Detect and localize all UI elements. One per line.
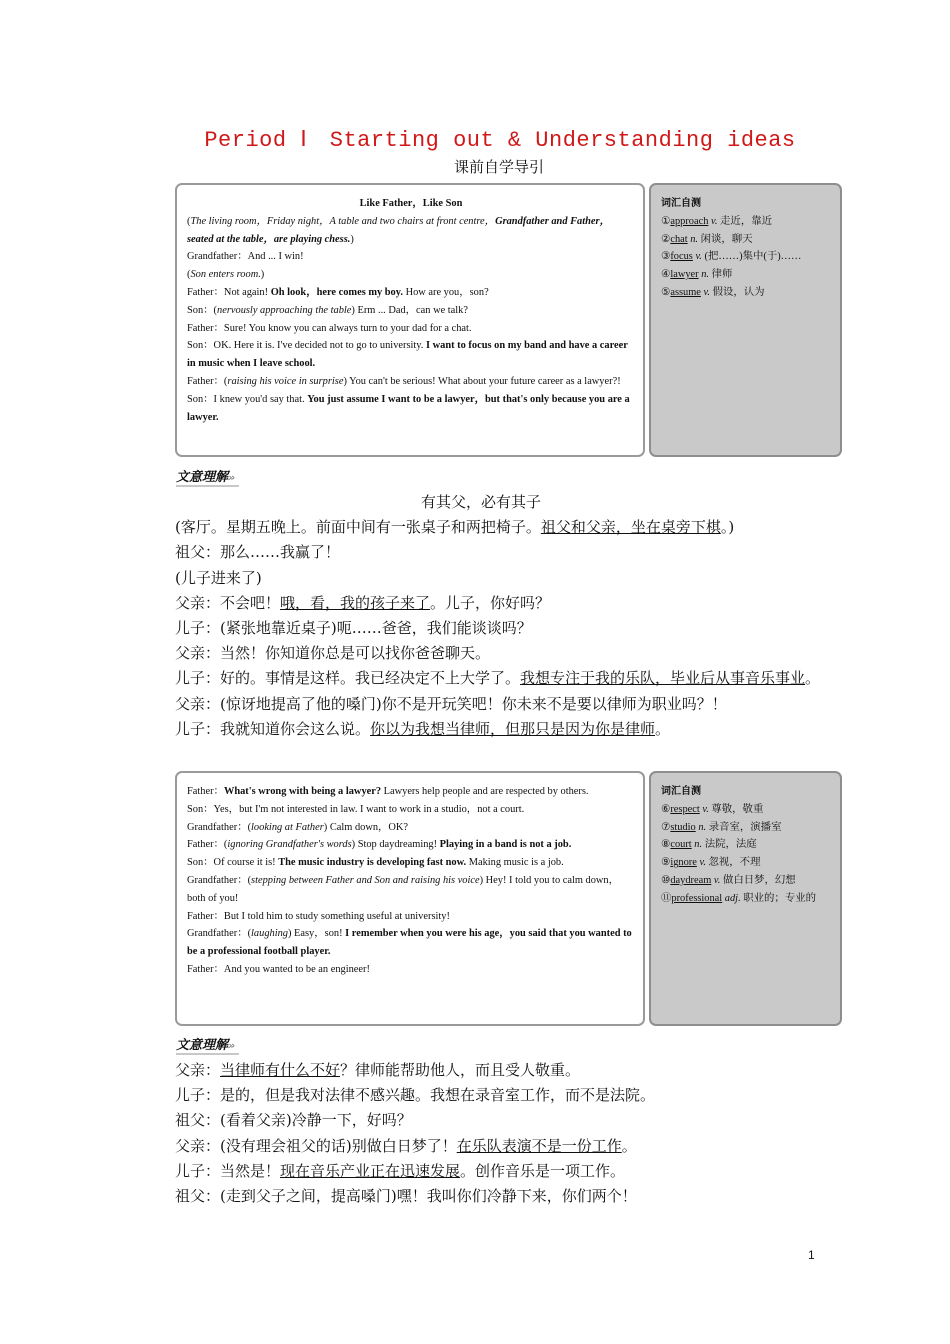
vocab-word: respect xyxy=(670,803,700,815)
vocab-item xyxy=(661,819,832,837)
line-segment: What's wrong with being a lawyer? xyxy=(223,786,382,797)
vocab-number: ① xyxy=(661,215,671,227)
line-segment: Playing in a band is not a job. xyxy=(439,839,572,851)
vocab-list-2 xyxy=(661,801,832,908)
passage-box-1 xyxy=(175,183,645,457)
vocab-heading: 词汇自测 xyxy=(661,198,701,209)
translation-heading: 有其父，必有其子 xyxy=(420,493,541,511)
vocab-number: ⑤ xyxy=(661,286,671,298)
line-segment: 哦，看，我的孩子来了 xyxy=(280,593,431,612)
line-segment: ？律师能帮助他人，而且受人敬重。 xyxy=(340,1061,581,1079)
vocab-meaning: 律师 xyxy=(711,269,733,281)
translation-line xyxy=(136,1184,826,1209)
vocab-number: ③ xyxy=(661,251,671,263)
line-segment: You just assume I want to be a lawyer，but that's only because you are a lawyer. xyxy=(187,393,630,423)
dialogue-line xyxy=(187,391,635,427)
dialogue-line xyxy=(187,373,635,391)
line-segment: stepping between Father and Son and raising his voice xyxy=(251,874,480,886)
line-segment: looking at Father xyxy=(251,821,324,833)
vocab-item xyxy=(661,801,832,819)
line-segment: 祖父和父亲，坐在桌旁下棋 xyxy=(540,518,721,537)
line-segment: Grandfather：And ... I win! xyxy=(187,251,304,263)
translation-line xyxy=(136,1108,826,1133)
vocab-box-1 xyxy=(649,183,842,457)
line-segment: Father：And you wanted to be an engineer! xyxy=(187,963,370,975)
line-segment: ( xyxy=(187,269,191,281)
line-segment: Grandfather：( xyxy=(187,821,252,833)
line-segment: I want to focus on my band and have a career in music when I leave school. xyxy=(187,340,628,370)
vocab-pos: n. xyxy=(691,839,705,851)
line-segment: ) Erm ... Dad，can we talk? xyxy=(351,304,468,316)
vocab-item xyxy=(661,284,832,302)
line-segment: Father： xyxy=(187,786,224,797)
dialogue-line xyxy=(187,961,635,979)
vocab-item xyxy=(661,836,832,854)
line-segment: ) xyxy=(260,269,265,281)
translation-line xyxy=(136,566,826,591)
line-segment: Son：( xyxy=(187,304,218,316)
vocab-word: focus xyxy=(670,251,693,263)
line-segment: 。创作音乐是一项工作。 xyxy=(460,1161,626,1180)
vocab-number: ⑪ xyxy=(661,892,672,904)
translation-line xyxy=(136,1058,826,1083)
vocab-meaning: 尊敬，敬重 xyxy=(711,803,764,815)
line-segment: 。 xyxy=(621,1136,637,1155)
dialogue-line xyxy=(187,925,635,961)
translation-line xyxy=(136,717,826,742)
line-segment: Father：Sure! You know you can always turn to your dad for a chat. xyxy=(187,322,472,334)
vocab-pos: v. xyxy=(699,803,712,815)
vocab-meaning: 走近，靠近 xyxy=(720,215,772,227)
line-segment: 父亲：不会吧！ xyxy=(175,593,281,612)
line-segment: nervously approaching the table xyxy=(217,304,352,316)
line-segment: Father：( xyxy=(187,839,228,851)
dialogue-line xyxy=(187,801,635,819)
line-segment: 在乐队表演不是一份工作 xyxy=(456,1136,622,1155)
section-label-1 xyxy=(176,466,239,487)
line-segment: 祖父：(走到父子之间，提高嗓门)嘿！我叫你们冷静下来，你们两个！ xyxy=(175,1187,637,1206)
line-segment: 。 xyxy=(805,669,821,688)
line-segment: Grandfather：( xyxy=(187,928,252,940)
line-segment: 祖父：那么……我赢了！ xyxy=(175,543,341,562)
dialogue-line xyxy=(187,248,635,266)
page-number: 1 xyxy=(808,1248,815,1262)
line-segment: 祖父：(看着父亲)冷静一下，好吗？ xyxy=(175,1111,412,1130)
vocab-item xyxy=(661,248,832,266)
line-segment: 父亲：(没有理会祖父的话)别做白日梦了！ xyxy=(175,1136,457,1155)
vocab-word: court xyxy=(670,839,692,851)
line-segment: ) Calm down，OK? xyxy=(323,821,409,833)
translation-line xyxy=(136,666,826,691)
line-segment: Father：Not again! xyxy=(187,286,271,298)
dialogue-line xyxy=(187,302,635,320)
vocab-pos: n. xyxy=(698,269,712,281)
dialogue-line xyxy=(187,872,635,908)
line-segment: ) Hey! I told you to calm down，both of you! xyxy=(187,874,620,904)
dialogue-line xyxy=(187,284,635,302)
line-segment: ( xyxy=(187,215,191,227)
vocab-word: chat xyxy=(670,233,688,245)
line-segment: Son：Yes，but I'm not interested in law. I want to work in a studio，not a court. xyxy=(187,803,525,815)
passage-heading: Like Father，Like Son xyxy=(359,198,463,209)
line-segment: The music industry is developing fast now. xyxy=(278,857,467,869)
dialogue-line xyxy=(187,783,635,801)
translation-line xyxy=(136,1134,826,1159)
translation-line xyxy=(136,1083,826,1108)
vocab-word: studio xyxy=(670,821,696,833)
vocab-pos: v. xyxy=(696,857,709,869)
line-segment: 儿子：是的，但是我对法律不感兴趣。我想在录音室工作，而不是法院。 xyxy=(175,1086,656,1105)
passage-box-2 xyxy=(175,771,645,1026)
line-segment: (客厅。星期五晚上。前面中间有一张桌子和两把椅子。 xyxy=(175,518,541,537)
vocab-number: ⑨ xyxy=(661,857,671,869)
vocab-pos: v. xyxy=(692,251,705,263)
line-segment: Father：But I told him to study something useful at university! xyxy=(187,910,450,922)
dialogue-line xyxy=(187,819,635,837)
line-segment: Son：I knew you'd say that. xyxy=(187,393,308,405)
line-segment: 。儿子，你好吗？ xyxy=(430,593,551,612)
vocab-meaning: 假设，认为 xyxy=(712,286,765,298)
vocab-number: ⑧ xyxy=(661,839,671,851)
line-segment: ) Easy，son! xyxy=(288,928,346,940)
line-segment: How are you，son? xyxy=(402,286,489,298)
translation-line xyxy=(136,515,826,540)
dialogue-line xyxy=(187,337,635,373)
vocab-list-1 xyxy=(661,213,832,302)
vocab-word: approach xyxy=(670,215,709,227)
double-chevron-icon: » xyxy=(228,1039,236,1052)
vocab-word: assume xyxy=(670,286,701,298)
page-subtitle: 课前自学导引 xyxy=(453,158,544,176)
vocab-item xyxy=(661,872,832,890)
line-segment: Father：( xyxy=(187,375,228,387)
vocab-meaning: 忽视，不理 xyxy=(708,857,761,869)
line-segment: ) Stop daydreaming! xyxy=(351,839,440,851)
vocab-number: ⑥ xyxy=(661,803,671,815)
vocab-heading: 词汇自测 xyxy=(661,786,701,797)
line-segment: 儿子：我就知道你会这么说。 xyxy=(175,719,371,738)
line-segment: Grandfather：( xyxy=(187,874,252,886)
line-segment: 父亲： xyxy=(175,1061,221,1079)
vocab-meaning: 法院，法庭 xyxy=(704,839,757,851)
translation-line xyxy=(136,692,826,717)
vocab-item xyxy=(661,231,832,249)
line-segment: laughing xyxy=(251,928,288,940)
line-segment: Oh look，here comes my boy. xyxy=(270,286,403,298)
vocab-box-2 xyxy=(649,771,842,1026)
vocab-meaning: 做白日梦，幻想 xyxy=(722,874,796,886)
line-segment: 。 xyxy=(655,719,671,738)
line-segment: The living room，Friday night，A table and two chairs at front centre， xyxy=(190,215,496,227)
line-segment: 父亲：(惊讶地提高了他的嗓门)你不是开玩笑吧！你未来不是要以律师为职业吗？！ xyxy=(175,694,727,713)
page-title: Period Ⅰ Starting out & Understanding ideas xyxy=(204,128,796,153)
vocab-pos: v. xyxy=(708,215,721,227)
line-segment: Son：OK. Here it is. I've decided not to go to university. xyxy=(187,340,426,352)
vocab-meaning: 录音室，演播室 xyxy=(708,821,782,833)
translation-line xyxy=(136,591,826,616)
vocab-number: ② xyxy=(661,233,671,245)
vocab-pos: v. xyxy=(711,874,723,886)
translation-line xyxy=(136,641,826,666)
line-segment: Son enters room. xyxy=(190,269,261,281)
line-segment: 父亲：当然！你知道你总是可以找你爸爸聊天。 xyxy=(175,644,491,663)
line-segment: ignoring Grandfather's words xyxy=(227,839,352,851)
vocab-item xyxy=(661,266,832,284)
line-segment: ) xyxy=(350,233,354,245)
line-segment: Making music is a job. xyxy=(466,857,564,869)
vocab-word: lawyer xyxy=(670,269,699,281)
dialogue-line xyxy=(187,854,635,872)
line-segment: Son：Of course it is! xyxy=(187,857,279,869)
line-segment: 儿子：(紧张地靠近桌子)呃……爸爸，我们能谈谈吗？ xyxy=(175,619,532,638)
passage-lines-2 xyxy=(187,783,635,979)
dialogue-line xyxy=(187,836,635,854)
line-segment: (儿子进来了) xyxy=(175,568,262,587)
line-segment: 当律师有什么不好 xyxy=(220,1061,341,1079)
vocab-number: ④ xyxy=(661,269,671,281)
translation-line xyxy=(136,1159,826,1184)
vocab-word: daydream xyxy=(670,874,712,886)
vocab-number: ⑦ xyxy=(661,821,671,833)
section-label-text: 文意理解 xyxy=(176,470,229,485)
vocab-meaning: 职业的；专业的 xyxy=(743,892,816,904)
line-segment: 我想专注于我的乐队，毕业后从事音乐事业 xyxy=(520,669,806,688)
translation-block-2 xyxy=(136,1058,826,1209)
vocab-pos: n. xyxy=(687,233,701,245)
dialogue-line xyxy=(187,320,635,338)
line-segment: Grandfather and Father，seated at the table，are playing chess. xyxy=(187,215,610,245)
translation-line xyxy=(136,616,826,641)
section-label-text: 文意理解 xyxy=(176,1038,229,1053)
vocab-word: professional xyxy=(671,892,723,904)
line-segment: ) You can't be serious! What about your future career as a lawyer?! xyxy=(343,375,621,387)
line-segment: I remember when you were his age，you said that you wanted to be a professional football player. xyxy=(187,928,632,958)
vocab-word: ignore xyxy=(670,857,697,869)
translation-block-1 xyxy=(136,490,826,742)
line-segment: Lawyers help people and are respected by others. xyxy=(381,786,589,797)
line-segment: raising his voice in surprise xyxy=(227,375,344,387)
line-segment: 。) xyxy=(720,518,735,537)
dialogue-line xyxy=(187,908,635,926)
dialogue-line xyxy=(187,266,635,284)
translation-line xyxy=(136,540,826,565)
line-segment: 你以为我想当律师，但那只是因为你是律师 xyxy=(370,719,656,738)
vocab-meaning: (把……)集中(于)…… xyxy=(704,251,802,263)
section-label-2 xyxy=(176,1034,239,1055)
vocab-pos: v. xyxy=(700,286,713,298)
passage-lines-1 xyxy=(187,213,635,427)
double-chevron-icon: » xyxy=(228,471,236,484)
vocab-item xyxy=(661,854,832,872)
vocab-item xyxy=(661,890,832,908)
line-segment: 儿子：好的。事情是这样。我已经决定不上大学了。 xyxy=(175,669,521,688)
vocab-meaning: 闲谈，聊天 xyxy=(700,233,753,245)
dialogue-line xyxy=(187,213,635,249)
line-segment: 儿子：当然是！ xyxy=(175,1161,281,1180)
vocab-number: ⑩ xyxy=(661,874,671,886)
vocab-item xyxy=(661,213,832,231)
line-segment: 现在音乐产业正在迅速发展 xyxy=(280,1161,461,1180)
vocab-pos: adj. xyxy=(722,892,744,904)
vocab-pos: n. xyxy=(695,821,709,833)
